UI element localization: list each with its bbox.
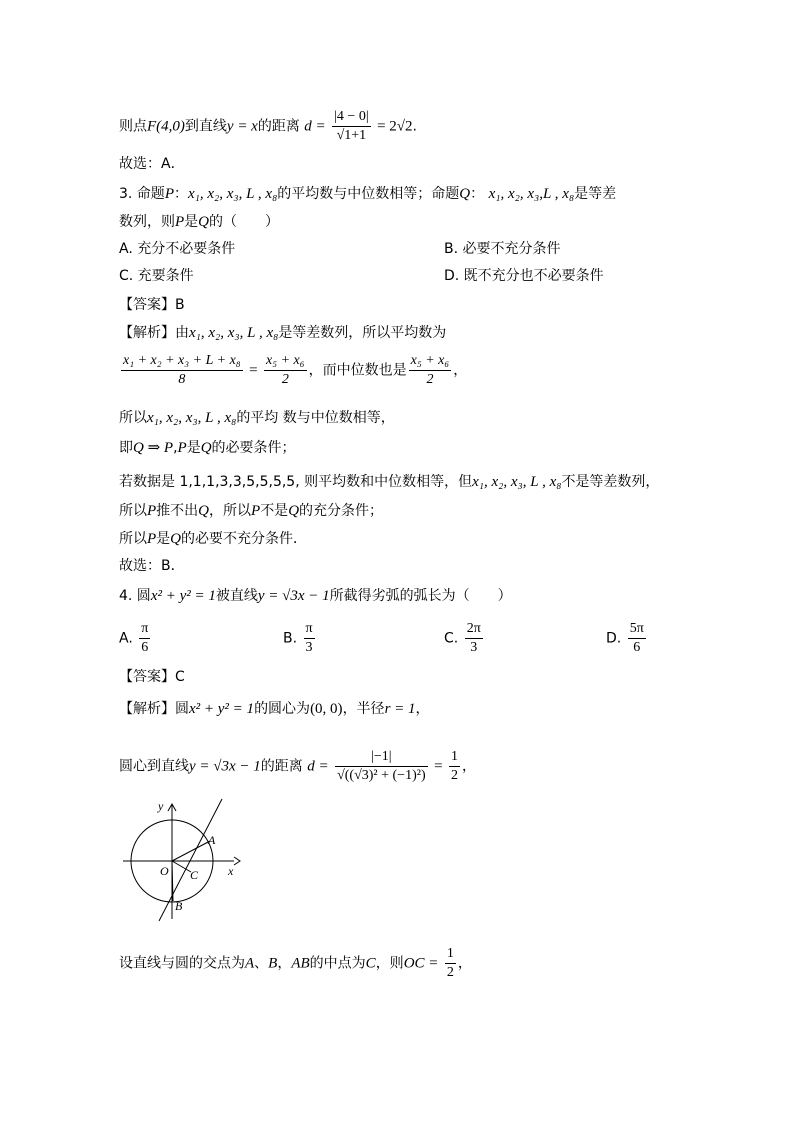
choice-line: 故选：A． [119, 156, 185, 172]
text: 的平均数与中位数相等；命题 [277, 186, 460, 202]
text: ，则 [375, 955, 404, 972]
segment-OC-label: OC = [403, 955, 439, 972]
fraction-denominator: 2 [446, 965, 454, 980]
q4-solution-line1 [119, 698, 430, 718]
distance-line [119, 108, 417, 145]
text: 推不出 [156, 503, 199, 519]
distance-result: = 2√2 [377, 118, 413, 135]
text: 的必要不充分条件． [181, 531, 308, 547]
fraction-denominator: 8 [178, 372, 186, 387]
text: , [173, 440, 178, 456]
line-equation: y = x [226, 118, 258, 135]
q4-option-c [444, 620, 485, 657]
var-P: P [251, 503, 261, 519]
var-P: P [177, 440, 187, 456]
label-C: C [190, 868, 199, 882]
segment-OC [172, 861, 191, 872]
point-F: F(4,0) [147, 118, 185, 135]
var-Q: Q [459, 186, 471, 202]
q3-solution-line5 [119, 471, 659, 491]
fraction-numerator: x₁ + x₂ + x₃ + L + x₈ [121, 352, 243, 371]
text: 的距离 [260, 758, 303, 775]
circle-center: (0, 0) [310, 701, 343, 717]
fraction-numerator: 1 [445, 945, 456, 964]
text: 是 [186, 440, 201, 456]
q4-stem [119, 585, 512, 605]
q4-option-a [119, 620, 152, 657]
var-P: P [175, 214, 185, 230]
text: 所截得劣弧的弧长为（ ） [329, 588, 512, 604]
option-fraction [304, 620, 315, 657]
fraction-denominator: 6 [141, 640, 149, 655]
distance-fraction [332, 108, 371, 145]
implication: Q ⇒ P [133, 440, 174, 456]
oc-fraction [445, 945, 456, 982]
option-label: C. [444, 630, 459, 647]
var-Q: Q [198, 214, 210, 230]
q3-solution-line6 [119, 500, 383, 520]
var-P: P [147, 531, 157, 547]
x-label: x [228, 864, 234, 878]
var-Q: Q [288, 503, 300, 519]
point-C: C [365, 955, 376, 972]
text: 即 [119, 440, 133, 456]
q3-solution-line2: $\frac{\text{x₁ + x₂ + x₃ + L + x₈}}{8}$ = $\frac{\text{x₅ + x₆}}{2}$ ，而中位数也是 $\frac{\text{x₅ + x₆}}{2}$ ， [123, 353, 468, 387]
q3-solution-line4 [119, 437, 296, 457]
text: 所以 [119, 503, 147, 519]
text: ，所以 [209, 503, 252, 519]
q4-answer: 【答案】C [119, 669, 185, 685]
circle-equation: x² + y² = 1 [150, 588, 216, 604]
fraction-numerator: π [304, 620, 315, 639]
segment-AB: AB [291, 955, 310, 972]
fraction-denominator: 3 [470, 640, 478, 655]
circle-line-figure [118, 797, 243, 925]
q3-option-d: D. 既不充分也不必要条件 [444, 268, 604, 284]
var-P: P [147, 503, 157, 519]
text: 是等差数列，所以平均数为 [278, 325, 447, 341]
distance-symbol: d = [307, 758, 329, 775]
text: 数列，则 [119, 214, 175, 230]
fraction-numerator: x₅ + x₆ [264, 352, 307, 371]
mean-fraction [121, 352, 243, 389]
text: 、 [254, 955, 269, 972]
label-B: B [175, 899, 183, 913]
text: 不是等差数列， [561, 474, 660, 490]
text: 圆心到直线 [119, 758, 189, 775]
text: 4. 圆 [119, 588, 151, 604]
q4-option-d [606, 620, 648, 657]
text: ， [277, 955, 292, 972]
fraction-numerator: 1 [449, 748, 460, 767]
line-equation: y = √3x − 1 [189, 758, 261, 775]
label-A: A [208, 833, 216, 847]
text: 的平均 数与中位数相等， [236, 410, 395, 426]
text: 不是 [260, 503, 289, 519]
text: 则点 [119, 118, 147, 135]
text: 所以 [119, 410, 147, 426]
text: 的中点为 [309, 955, 366, 972]
distance-fraction [335, 748, 428, 785]
q3-answer: 【答案】B [119, 297, 185, 313]
text: 的（ ） [209, 214, 280, 230]
q3-option-a: A. 充分不必要条件 [119, 241, 236, 257]
sequence-x: x₁, x₂, x₃, L , x₈ [472, 474, 562, 490]
distance-symbol: d = [304, 118, 326, 135]
option-label: B. [283, 630, 298, 647]
q3-option-b: B. 必要不充分条件 [444, 241, 561, 257]
fraction-denominator: √1+1 [336, 128, 367, 143]
fraction-denominator: 6 [633, 640, 641, 655]
point-B: B [268, 955, 278, 972]
sequence-x: x₁, x₂, x₃, L , x₈ [147, 410, 237, 426]
var-P: P [164, 186, 174, 202]
text: ，而中位数也是 [308, 362, 407, 379]
text: ， [453, 362, 468, 379]
text: 的充分条件； [299, 503, 384, 519]
text: 设直线与圆的交点为 [119, 955, 245, 972]
fraction-denominator: 3 [305, 640, 313, 655]
q4-solution-line3 [119, 945, 472, 982]
text: 被直线 [215, 588, 258, 604]
fraction-denominator: 2 [450, 768, 458, 783]
fraction-numerator: π [139, 620, 150, 639]
var-Q: Q [198, 503, 210, 519]
option-fraction [139, 620, 150, 657]
fraction-denominator: 2 [281, 372, 289, 387]
fraction-denominator: 2 [426, 372, 434, 387]
q3-option-c: C. 充要条件 [119, 268, 194, 284]
fraction-numerator: x₅ + x₆ [409, 352, 452, 371]
text: 是 [156, 531, 171, 547]
q3-solution-line3 [119, 407, 395, 427]
fraction-denominator: √((√3)² + (−1)²) [337, 768, 426, 783]
text: . [412, 118, 417, 135]
text: 的距离 [257, 118, 300, 135]
distance-result [449, 748, 460, 785]
fraction-numerator: |4 − 0| [332, 108, 371, 127]
point-A: A [245, 955, 255, 972]
middle-fraction [264, 352, 307, 389]
q3-stem-line2 [119, 211, 279, 231]
text: 若数据是 1,1,1,3,3,5,5,5,5, 则平均数和中位数相等，但 [119, 474, 473, 490]
text: 3. 命题 [119, 186, 165, 202]
text: 是 [184, 214, 199, 230]
text: 到直线 [184, 118, 227, 135]
text: ： [470, 186, 485, 202]
var-Q: Q [170, 531, 182, 547]
text: 的必要条件； [211, 440, 296, 456]
option-label: D. [606, 630, 622, 647]
q4-option-b [283, 620, 317, 657]
sequence-x: x₁, x₂, x₃,L , x₈ [488, 186, 575, 202]
line-equation: y = √3x − 1 [257, 588, 330, 604]
option-label: A. [119, 630, 133, 647]
q3-solution-line1 [119, 322, 446, 342]
text: ， [415, 701, 430, 717]
fraction-numerator: 5π [628, 620, 646, 639]
q3-stem-line1 [119, 183, 616, 203]
q3-choice: 故选：B． [119, 558, 185, 574]
option-fraction [628, 620, 646, 657]
text: 的圆心为 [254, 701, 311, 717]
text: ， [457, 955, 472, 972]
text: ， [461, 758, 476, 775]
var-Q: Q [200, 440, 212, 456]
q4-solution-line2: 圆心到直线y = √3x − 1的距离 d = $\frac{|-1|}{\text{√((√3)² + (−1)²)}}$ = $\frac{1}{2}$ ， [119, 749, 476, 783]
x-axis-arrow [234, 857, 240, 865]
y-label: y [158, 799, 164, 813]
fraction-numerator: |−1| [335, 748, 428, 767]
text: ，半径 [342, 701, 385, 717]
radius: r = 1 [384, 701, 416, 717]
median-fraction [409, 352, 452, 389]
circle-equation: x² + y² = 1 [189, 701, 255, 717]
text: 【解析】圆 [119, 701, 189, 717]
label-O: O [160, 864, 169, 878]
text: ： [173, 186, 188, 202]
text: 是等差 [574, 186, 617, 202]
text: 【解析】由 [119, 325, 189, 341]
sequence-x: x₁, x₂, x₃, L , x₈ [187, 186, 278, 202]
q3-solution-line7 [119, 528, 307, 548]
fraction-numerator: 2π [465, 620, 483, 639]
option-fraction [465, 620, 483, 657]
sequence-x: x₁, x₂, x₃, L , x₈ [189, 325, 279, 341]
text: 所以 [119, 531, 147, 547]
